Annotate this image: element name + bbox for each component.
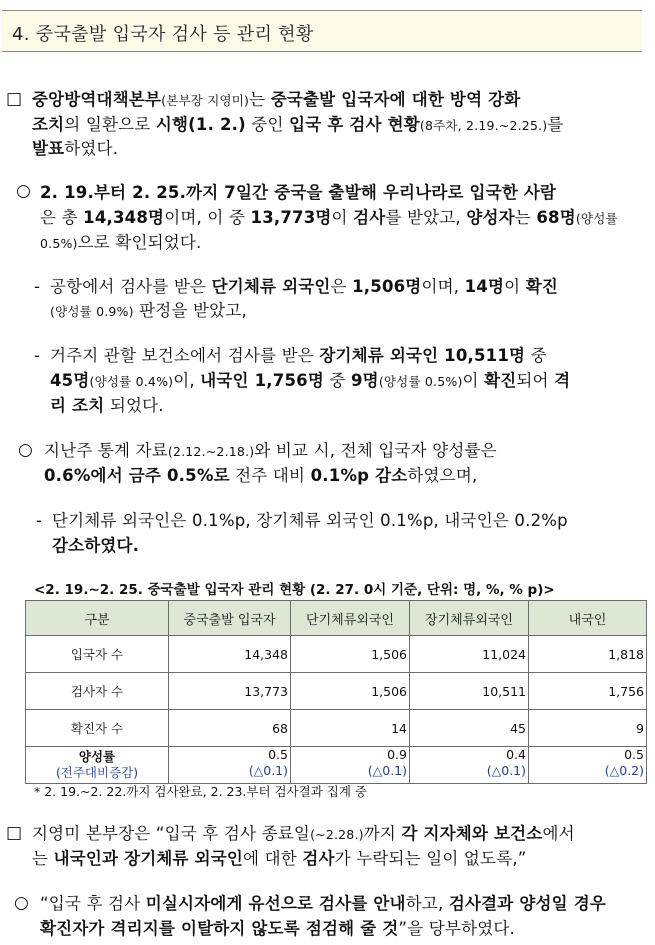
para5-line2: 0.6%에서 금주 0.5%로 전주 대비 0.1%p 감소하였으며,: [44, 466, 478, 485]
rate-change: (△0.2): [604, 763, 644, 778]
para4-line1: 거주지 관할 보건소에서 검사를 받은 장기체류 외국인 10,511명 중: [50, 346, 547, 365]
table-row: [26, 636, 647, 673]
table-cell: 45: [410, 710, 529, 747]
table-header-row: [26, 601, 647, 636]
rate-value: 0.4: [506, 747, 526, 762]
table-cell: 9: [529, 710, 647, 747]
table-note: * 2. 19.~2. 22.까지 검사완료, 2. 23.부터 검사결과 집계 중: [34, 784, 367, 799]
table-cell: [529, 747, 647, 784]
para4-line2: 45명(양성률 0.4%)이, 내국인 1,756명 중 9명(양성률 0.5%)이 확진되어 격: [50, 371, 571, 390]
para6-line1: 단기체류 외국인은 0.1%p, 장기체류 외국인 0.1%p, 내국인은 0.2%p: [52, 511, 568, 530]
table-row: [26, 747, 647, 784]
table-cell: 1,506: [291, 636, 410, 673]
rate-change: (△0.1): [248, 763, 288, 778]
square-bullet-icon: □: [6, 89, 23, 109]
dash-bullet-icon: -: [34, 277, 41, 296]
table-cell: 1,756: [529, 673, 647, 710]
column-header: 장기체류외국인: [410, 601, 529, 636]
para2-line1: 2. 19.부터 2. 25.까지 7일간 중국을 출발해 우리나라로 입국한 사람: [40, 183, 557, 202]
para2-line3: 0.5%)으로 확인되었다.: [40, 233, 202, 252]
table-cell: [291, 747, 410, 784]
para8-line2: 확진자가 격리지를 이탈하지 않도록 점검해 줄 것”을 당부하였다.: [40, 919, 515, 938]
column-header: 내국인: [529, 601, 647, 636]
rate-change: (△0.1): [486, 763, 526, 778]
dash-bullet-icon: -: [36, 511, 43, 530]
circle-bullet-icon: ○: [14, 893, 29, 913]
column-header: 단기체류외국인: [291, 601, 410, 636]
row-label-sub: (전주대비증감): [55, 765, 139, 780]
column-header: 중국출발 입국자: [169, 601, 291, 636]
row-label: 입국자 수: [26, 636, 169, 673]
table-row: [26, 710, 647, 747]
rate-change: (△0.1): [367, 763, 407, 778]
table-cell: [410, 747, 529, 784]
para6-line2: 감소하였다.: [52, 536, 140, 555]
row-label-main: 양성률: [78, 749, 116, 764]
table-caption: <2. 19.~2. 25. 중국출발 입국자 관리 현황 (2. 27. 0시 기준, 단위: 명, %, % p)>: [34, 582, 555, 598]
table-cell: [169, 747, 291, 784]
para7-line2: 는 내국인과 장기체류 외국인에 대한 검사가 누락되는 일이 없도록,”: [32, 849, 527, 868]
para3-line1: 공항에서 검사를 받은 단기체류 외국인은 1,506명이며, 14명이 확진: [50, 277, 559, 296]
circle-bullet-icon: ○: [18, 440, 33, 460]
table-cell: 13,773: [169, 673, 291, 710]
para1-line2: 조치의 일환으로 시행(1. 2.) 중인 입국 후 검사 현황(8주차, 2.19.~2.25.)를: [32, 115, 564, 134]
rate-value: 0.5: [624, 747, 644, 762]
table-cell: 1,506: [291, 673, 410, 710]
para8-line1: “입국 후 검사 미실시자에게 유선으로 검사를 안내하고, 검사결과 양성일 경우: [40, 894, 607, 913]
dash-bullet-icon: -: [34, 346, 41, 365]
rate-value: 0.5: [268, 747, 288, 762]
row-label: 확진자 수: [26, 710, 169, 747]
circle-bullet-icon: ○: [16, 181, 31, 201]
row-label: 검사자 수: [26, 673, 169, 710]
row-label: [26, 747, 169, 784]
table-cell: 14,348: [169, 636, 291, 673]
square-bullet-icon: □: [6, 823, 23, 843]
para5-line1: 지난주 통계 자료(2.12.~2.18.)와 비교 시, 전체 입국자 양성률은: [44, 441, 497, 460]
table-cell: 68: [169, 710, 291, 747]
inbound-table: [25, 600, 647, 784]
table-cell: 14: [291, 710, 410, 747]
table-row: [26, 673, 647, 710]
table-cell: 10,511: [410, 673, 529, 710]
para3-line2: (양성률 0.9%) 판정을 받았고,: [50, 301, 247, 320]
para1-line3: 발표하였다.: [32, 139, 119, 158]
para2-line2: 은 총 14,348명이며, 이 중 13,773명이 검사를 받았고, 양성자는 68명(양성률: [40, 208, 618, 227]
section-title: 4. 중국출발 입국자 검사 등 관리 현황: [12, 24, 314, 45]
table-cell: 11,024: [410, 636, 529, 673]
rate-value: 0.9: [387, 747, 407, 762]
table-cell: 1,818: [529, 636, 647, 673]
para7-line1: 지영미 본부장은 “입국 후 검사 종료일(~2.28.)까지 각 지자체와 보건소에서: [32, 824, 575, 843]
para1-line1: 중앙방역대책본부(본부장 지영미)는 중국출발 입국자에 대한 방역 강화: [32, 90, 521, 109]
column-header: 구분: [26, 601, 169, 636]
para4-line3: 리 조치 되었다.: [50, 396, 164, 415]
